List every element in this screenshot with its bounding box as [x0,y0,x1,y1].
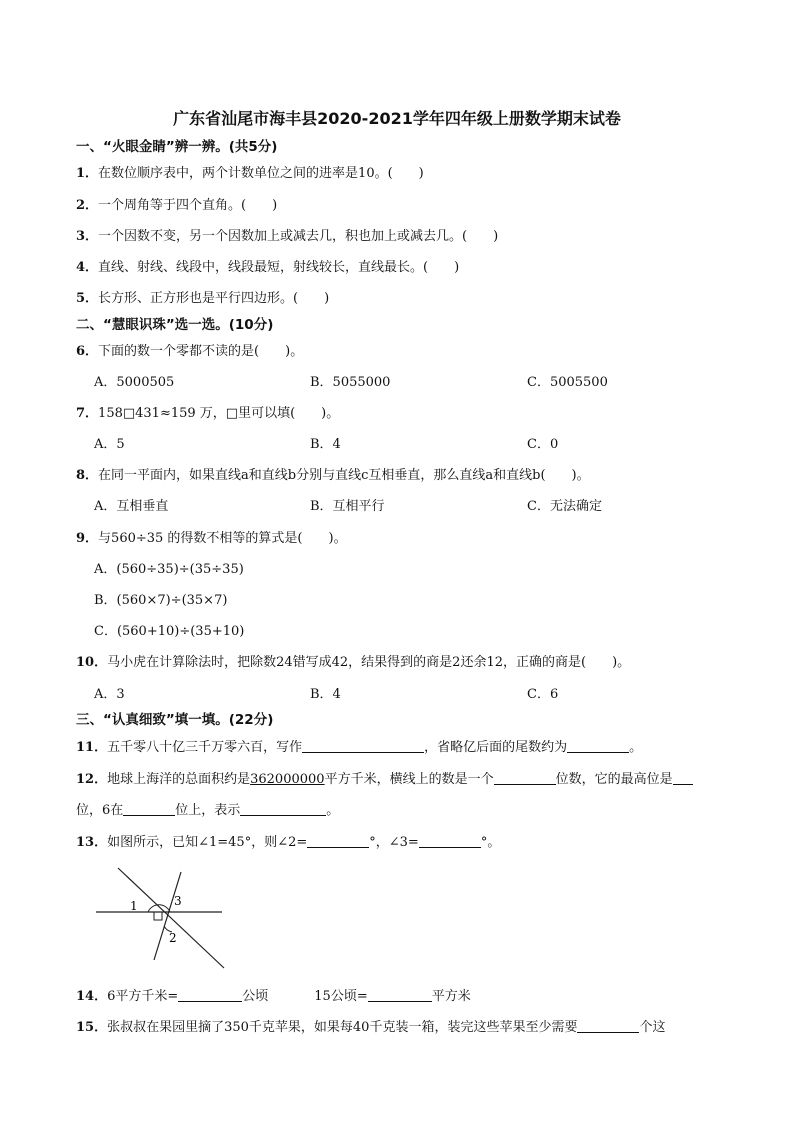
section-1-heading: 一、“火眼金睛”辨一辨。(共5分) [76,139,278,155]
question-text: 直线、射线、线段中，线段最短，射线较长，直线最长。( ) [98,260,460,275]
question-2 [76,197,277,215]
question-5 [76,290,329,308]
question-text: 6平方千米= [107,989,179,1004]
question-6 [76,343,303,361]
answer-blank[interactable] [673,770,693,785]
answer-blank[interactable] [123,801,175,816]
page-title: 广东省汕尾市海丰县2020-2021学年四年级上册数学期末试卷 [173,109,621,128]
question-text: 张叔叔在果园里摘了350千克苹果，如果每40千克装一箱，装完这些苹果至少需要 [107,1020,578,1035]
question-7 [76,405,339,423]
question-number: 5． [76,291,99,306]
question-9 [76,530,347,548]
question-text: 位数，它的最高位是 [555,772,673,787]
option-b: B．5055000 [310,375,391,390]
question-text: 如图所示，已知∠1=45°，则∠2= [107,835,308,850]
question-number: 14． [76,989,108,1004]
question-12-line-2 [76,801,339,820]
question-text: 长方形、正方形也是平行四边形。( ) [98,291,330,306]
question-text: 。 [326,803,340,818]
option-a: A．(560÷35)÷(35÷35) [94,562,244,577]
option-c: C．5005500 [527,375,608,390]
question-number: 3． [76,229,99,244]
question-number: 13． [76,835,108,850]
question-text: 在同一平面内，如果直线a和直线b分别与直线c互相垂直，那么直线a和直线b( )。 [98,468,590,483]
question-text: 位上，表示 [175,803,241,818]
question-text: 位，6在 [76,803,124,818]
diagonal-line [118,868,224,968]
question-11 [76,738,642,757]
angle-label-3: 3 [174,894,182,908]
question-text: 公顷 [242,989,269,1004]
question-text: 五千零八十亿三千万零六百，写作 [107,740,303,755]
question-number: 7． [76,406,99,421]
perpendicular-line [154,872,181,960]
question-text: 地球上海洋的总面积约是 [107,772,251,787]
question-15 [76,1018,665,1037]
angle-label-1: 1 [130,899,138,913]
question-number: 8． [76,468,99,483]
question-number: 9． [76,531,99,546]
answer-blank[interactable] [178,987,242,1002]
question-number: 15． [76,1020,108,1035]
answer-blank[interactable] [419,833,481,848]
answer-blank[interactable] [577,1018,639,1033]
option-a: A．5 [94,437,125,452]
answer-blank[interactable] [494,770,556,785]
question-text: °。 [480,835,501,850]
question-8 [76,467,590,485]
option-b: B．互相平行 [310,499,385,514]
question-number: 10． [76,655,108,670]
question-text: 一个因数不变，另一个因数加上或减去几，积也加上或减去几。( ) [98,229,499,244]
angle-figure [92,862,232,974]
right-angle-mark [154,912,162,920]
answer-blank[interactable] [567,738,629,753]
answer-blank[interactable] [307,833,369,848]
answer-blank[interactable] [240,801,326,816]
answer-blank[interactable] [368,987,432,1002]
underlined-number: 362000000 [250,772,325,787]
question-number: 12． [76,772,108,787]
option-c: C．(560+10)÷(35+10) [94,624,245,639]
question-text: 平方米 [431,989,471,1004]
option-a: A．互相垂直 [94,499,169,514]
question-14 [76,987,471,1006]
question-text: 在数位顺序表中，两个计数单位之间的进率是10。( ) [98,166,424,181]
question-text: 马小虎在计算除法时，把除数24错写成42，结果得到的商是2还余12，正确的商是( )。 [107,655,631,670]
question-4 [76,259,459,277]
question-10 [76,654,630,672]
question-12 [76,770,693,789]
angle-label-2: 2 [169,931,177,945]
question-number: 4． [76,260,99,275]
question-number: 1． [76,166,99,181]
answer-blank[interactable] [302,738,424,753]
question-text: 下面的数一个零都不读的是( )。 [98,344,304,359]
option-c: C．6 [527,687,559,702]
question-text: 15公顷= [314,989,368,1004]
option-b: B．(560×7)÷(35×7) [94,593,228,608]
option-b: B．4 [310,437,341,452]
question-number: 2． [76,198,99,213]
question-text: 平方千米，横线上的数是一个 [324,772,494,787]
section-3-heading: 三、“认真细致”填一填。(22分) [76,712,274,728]
question-text: 。 [629,740,643,755]
option-b: B．4 [310,687,341,702]
question-text: ，省略亿后面的尾数约为 [424,740,568,755]
option-c: C．无法确定 [527,499,602,514]
question-number: 11． [76,740,108,755]
question-number: 6． [76,344,99,359]
section-2-heading: 二、“慧眼识珠”选一选。(10分) [76,317,274,333]
question-13 [76,833,500,852]
question-text: °，∠3= [369,835,419,850]
question-text: 一个周角等于四个直角。( ) [98,198,278,213]
option-a: A．3 [94,687,125,702]
option-a: A．5000505 [94,375,175,390]
question-text: 158□431≈159 万，□里可以填( )。 [98,406,340,421]
question-3 [76,228,498,246]
question-1 [76,165,424,183]
question-text: 与560÷35 的得数不相等的算式是( )。 [98,531,347,546]
question-text: 个这 [639,1020,666,1035]
option-c: C．0 [527,437,559,452]
